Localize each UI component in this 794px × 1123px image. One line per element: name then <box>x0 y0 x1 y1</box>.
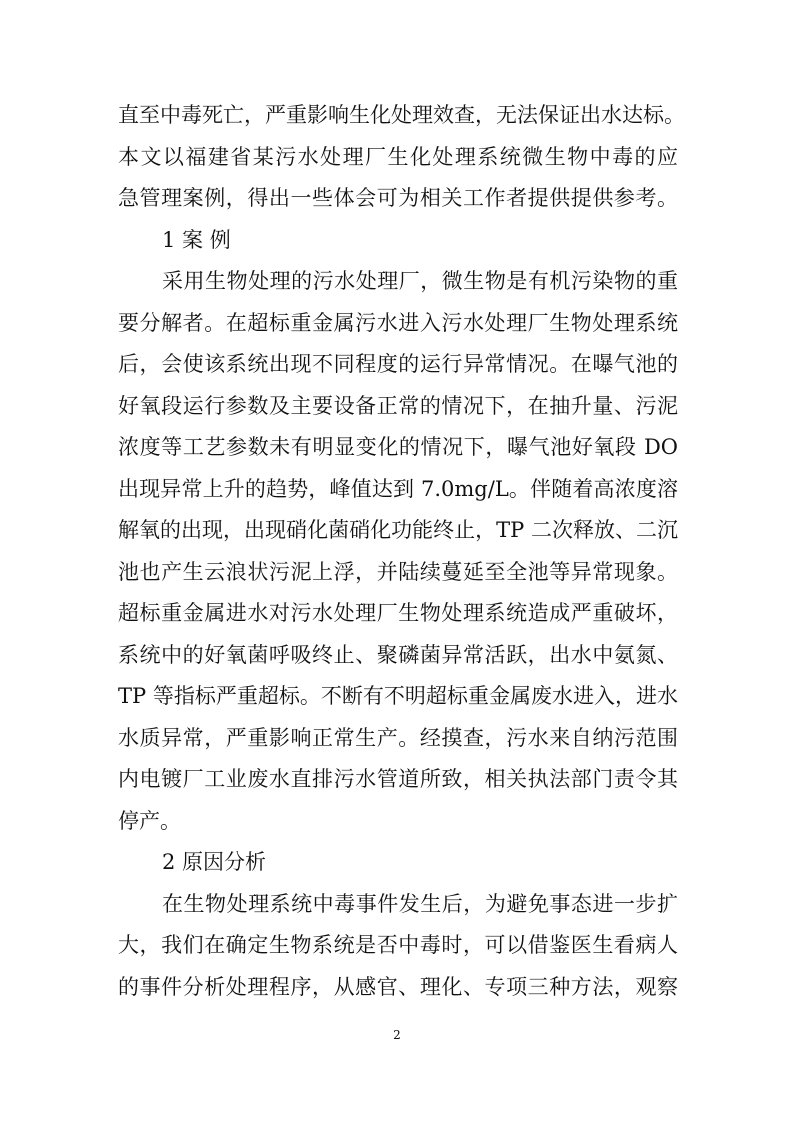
section-heading-1: 1 案 例 <box>162 227 231 252</box>
page-number: 2 <box>393 1028 401 1042</box>
text-line: 出现异常上升的趋势，峰值达到 7.0mg/L。伴随着高浓度溶 <box>118 476 678 501</box>
text-line: 池也产生云浪状污泥上浮，并陆续蔓延至全池等异常现象。 <box>118 559 678 584</box>
text-line: 好氧段运行参数及主要设备正常的情况下，在抽升量、污泥 <box>118 393 678 418</box>
text-line: 急管理案例，得出一些体会可为相关工作者提供提供参考。 <box>118 186 678 210</box>
text-line: 大，我们在确定生物系统是否中毒时，可以借鉴医生看病人 <box>118 933 678 957</box>
text-line: 的事件分析处理程序，从感官、理化、专项三种方法，观察 <box>118 974 678 999</box>
text-line: TP 等指标严重超标。不断有不明超标重金属废水进入，进水 <box>118 684 678 708</box>
text-line: 在生物处理系统中毒事件发生后，为避免事态进一步扩 <box>162 891 678 916</box>
text-line: 水质异常，严重影响正常生产。经摸查，污水来自纳污范围 <box>118 725 678 750</box>
text-line: 要分解者。在超标重金属污水进入污水处理厂生物处理系统 <box>118 310 678 335</box>
text-line: 超标重金属进水对污水处理厂生物处理系统造成严重破坏， <box>118 601 678 625</box>
section-heading-2: 2 原因分析 <box>162 850 267 874</box>
text-line: 内电镀厂工业废水直排污水管道所致，相关执法部门责令其 <box>118 767 678 791</box>
text-line: 直至中毒死亡，严重影响生化处理效查，无法保证出水达标。 <box>118 103 685 127</box>
text-line: 停产。 <box>118 808 181 833</box>
text-line: 解氧的出现，出现硝化菌硝化功能终止，TP 二次释放、二沉 <box>118 518 678 542</box>
text-line: 采用生物处理的污水处理厂，微生物是有机污染物的重 <box>162 269 678 293</box>
text-line: 后，会使该系统出现不同程度的运行异常情况。在曝气池的 <box>118 352 678 376</box>
text-line: 本文以福建省某污水处理厂生化处理系统微生物中毒的应 <box>118 144 678 169</box>
text-line: 系统中的好氧菌呼吸终止、聚磷菌异常活跃，出水中氨氮、 <box>118 642 678 667</box>
text-line: 浓度等工艺参数未有明显变化的情况下，曝气池好氧段 DO <box>118 435 678 459</box>
